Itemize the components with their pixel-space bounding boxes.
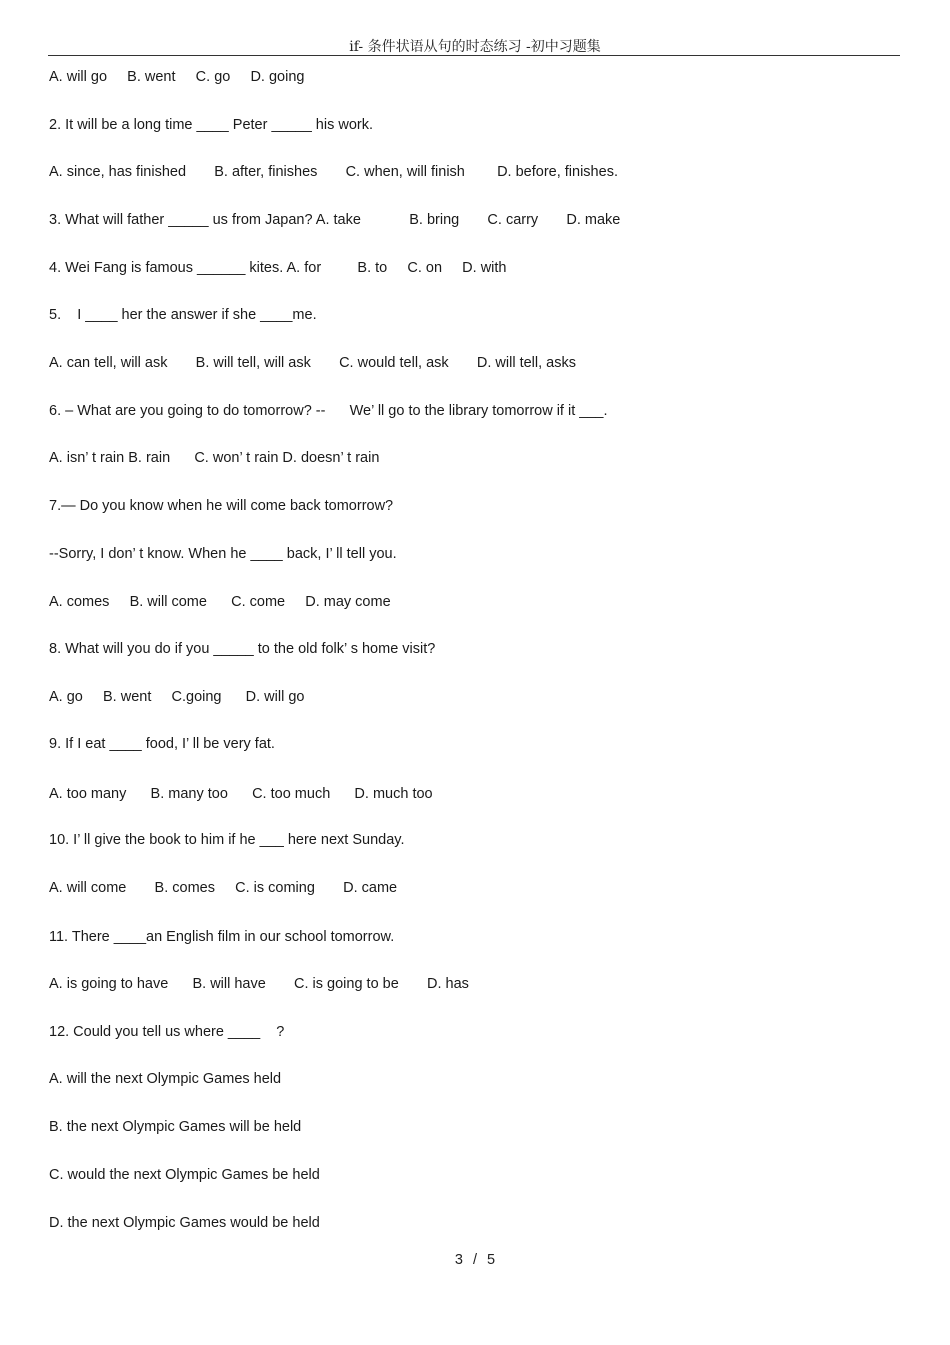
text-line: A. will go B. went C. go D. going xyxy=(49,69,305,85)
header-rule xyxy=(48,55,900,56)
text-line: B. the next Olympic Games will be held xyxy=(49,1119,302,1135)
header-title: if- 条件状语从句的时态练习 -初中习题集 xyxy=(349,39,601,55)
text-line: 2. It will be a long time ____ Peter _____ his work. xyxy=(49,117,374,133)
text-line: 8. What will you do if you _____ to the old folk’ s home visit? xyxy=(49,641,436,657)
text-line: A. will the next Olympic Games held xyxy=(49,1071,282,1087)
text-line: 6. – What are you going to do tomorrow? -- We’ ll go to the library tomorrow if it ___. xyxy=(49,403,608,419)
text-line: 10. I’ ll give the book to him if he ___ here next Sunday. xyxy=(49,832,405,848)
text-line: 7.— Do you know when he will come back tomorrow? xyxy=(49,498,394,514)
text-line: A. can tell, will ask B. will tell, will ask C. would tell, ask D. will tell, asks xyxy=(49,355,576,371)
text-line: 11. There ____an English film in our school tomorrow. xyxy=(49,929,395,945)
text-line: C. would the next Olympic Games be held xyxy=(49,1167,320,1183)
text-line: 3. What will father _____ us from Japan? A. take B. bring C. carry D. make xyxy=(49,212,621,228)
text-line: 9. If I eat ____ food, I’ ll be very fat. xyxy=(49,736,275,752)
text-line: A. comes B. will come C. come D. may come xyxy=(49,594,391,610)
text-line: 5. I ____ her the answer if she ____me. xyxy=(49,307,317,323)
text-line: A. go B. went C.going D. will go xyxy=(49,689,305,705)
page-number: 3 / 5 xyxy=(454,1252,496,1268)
text-line: --Sorry, I don’ t know. When he ____ back, I’ ll tell you. xyxy=(49,546,397,562)
text-line: D. the next Olympic Games would be held xyxy=(49,1215,320,1231)
text-line: A. will come B. comes C. is coming D. came xyxy=(49,880,398,896)
text-line: A. too many B. many too C. too much D. much too xyxy=(49,786,433,802)
text-line: A. is going to have B. will have C. is going to be D. has xyxy=(49,976,469,992)
text-line: A. isn’ t rain B. rain C. won’ t rain D. doesn’ t rain xyxy=(49,450,380,466)
text-line: 12. Could you tell us where ____ ? xyxy=(49,1024,285,1040)
text-line: 4. Wei Fang is famous ______ kites. A. for B. to C. on D. with xyxy=(49,260,507,276)
text-line: A. since, has finished B. after, finishes C. when, will finish D. before, finishes. xyxy=(49,164,618,180)
